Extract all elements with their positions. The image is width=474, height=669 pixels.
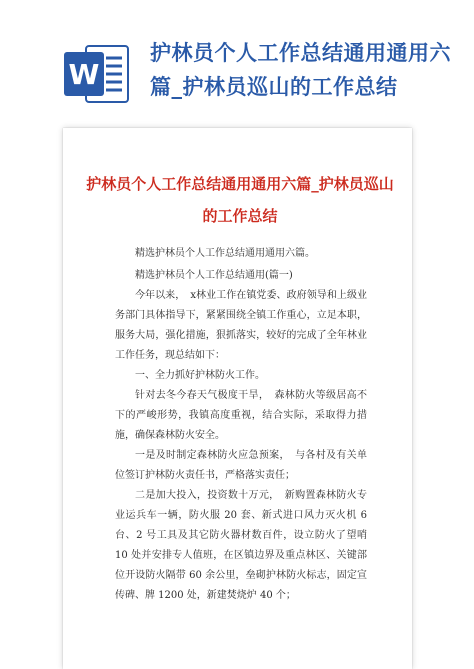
paragraph-point-1-heading: 一、全力抓好护林防火工作。 bbox=[135, 370, 265, 381]
paragraph-intro: 精选护林员个人工作总结通用通用六篇。 bbox=[135, 248, 315, 259]
document-body bbox=[115, 244, 367, 606]
paragraph-investment: 二是加大投入，投资数十万元， 新购置森林防火专业运兵车一辆，防火服 20 套、新式进口风力灭火机 6 台、2 号工具及其它防火器材数百件，设立防火了望哨 10 处并安排专人值班，在区镇边界及重点林区、关键部位开设防火隔带 60 余公里，垒砌护林防火标志，固定宣传碑、牌 1200 处，新建焚烧炉 40 个； bbox=[115, 490, 367, 601]
document-title: 护林员个人工作总结通用通用六篇_护林员巡山的工作总结 bbox=[86, 175, 394, 225]
page-title: 护林员个人工作总结通用通用六篇_护林员巡山的工作总结 bbox=[150, 41, 451, 99]
header bbox=[0, 0, 474, 120]
word-logo-letter: W bbox=[68, 58, 100, 91]
paragraph-emergency-plan: 一是及时制定森林防火应急预案， 与各村及有关单位签订护林防火责任书，严格落实责任； bbox=[115, 450, 367, 481]
paragraph-overview: 今年以来， x林业工作在镇党委、政府领导和上级业务部门具体指导下，紧紧围绕全镇工作重心，立足本职，服务大局，强化措施，狠抓落实，较好的完成了全年林业工作任务，现总结如下： bbox=[115, 290, 367, 361]
paragraph-section-heading: 精选护林员个人工作总结通用(篇一) bbox=[135, 270, 293, 281]
document-preview bbox=[63, 128, 412, 669]
word-document-icon bbox=[62, 44, 132, 104]
paragraph-drought-response: 针对去冬今春天气极度干旱， 森林防火等级居高不下的严峻形势，我镇高度重视，结合实际，采取得力措施，确保森林防火安全。 bbox=[115, 390, 367, 441]
